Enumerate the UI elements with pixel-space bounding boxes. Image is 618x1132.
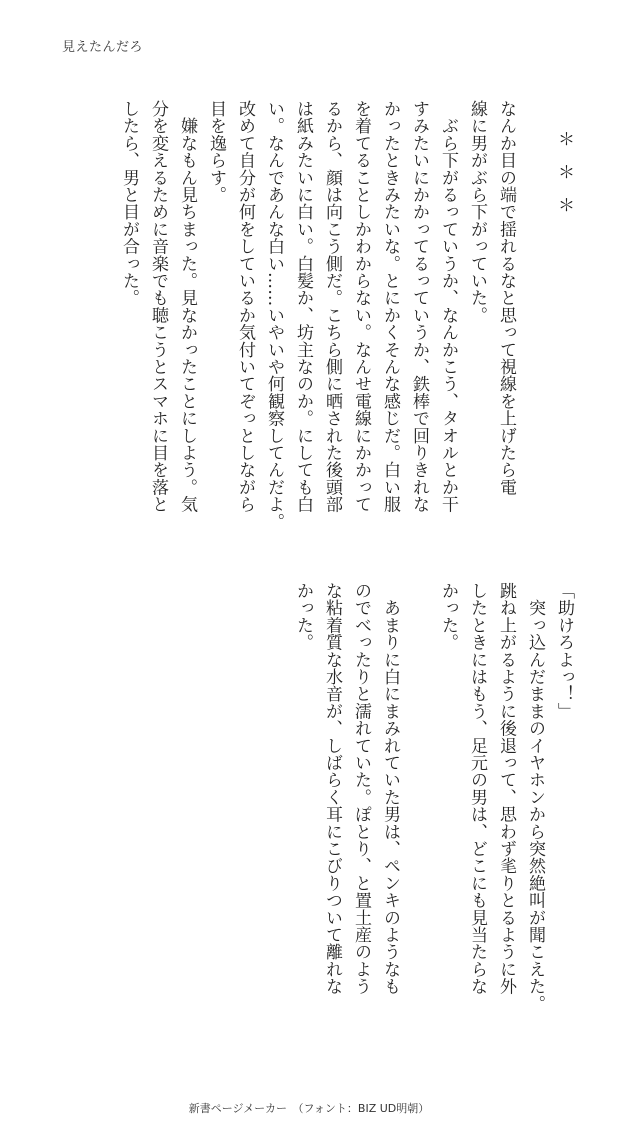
- upper-line: したら、男と目が合った。: [119, 100, 139, 307]
- lower-line: かった。: [438, 582, 458, 651]
- lower-line: 「助けろよっ！」: [554, 582, 574, 720]
- upper-line: るから、顔は向こう側だ。こちら側に晒された後頭部: [322, 100, 342, 513]
- upper-line: は紙みたいに白い。白髪か、坊主なのか。にしても白: [293, 100, 313, 513]
- running-title: 見えたんだろ: [62, 40, 144, 55]
- footer-credit: 新書ページメーカー （フォント：BIZ UD明朝）: [188, 1102, 430, 1115]
- upper-line: い。なんであんな白い……いやいや何観察してんだよ。: [264, 100, 284, 530]
- lower-blank-line: [404, 582, 433, 1012]
- lower-line: かった。: [293, 582, 313, 651]
- upper-line: 目を逸らす。: [206, 100, 226, 204]
- lower-line: あまりに白にまみれていた男は、ペンキのようなも: [380, 582, 400, 995]
- lower-line: 跳ね上がるように後退って、思わず毟りとるように外: [496, 582, 516, 995]
- text-block-upper: [114, 100, 578, 530]
- section-break-asterisks: ＊＊＊: [554, 130, 574, 229]
- upper-line: 改めて自分が何をしているか気付いてぞっとしながら: [235, 100, 255, 513]
- text-block-lower: [288, 582, 578, 1012]
- upper-line: なんか目の端で揺れるなと思って視線を上げたら電: [496, 100, 516, 496]
- lower-line: のでべったりと濡れていた。ぽとり、と置土産のよう: [351, 582, 371, 995]
- upper-line: 分を変えるために音楽でも聴こうとスマホに目を落と: [148, 100, 168, 513]
- upper-line: 嫌なもん見ちまった。見なかったことにしよう。気: [177, 100, 197, 513]
- upper-blank-line: [520, 100, 549, 530]
- lower-line: 突っ込んだままのイヤホンから突然絶叫が聞こえた。: [525, 582, 545, 1012]
- lower-line: な粘着質な水音が、しばらく耳にこびりついて離れな: [322, 582, 342, 995]
- upper-line: 線に男がぶら下がっていた。: [467, 100, 487, 324]
- lower-line: したときにはもう、足元の男は、どこにも見当たらな: [467, 582, 487, 995]
- upper-line: すみたいにかかってるっていうか、鉄棒で回りきれな: [409, 100, 429, 513]
- upper-line: かったときみたいな。とにかくそんな感じだ。白い服: [380, 100, 400, 513]
- upper-line: を着てることしかわからない。なんせ電線にかかって: [351, 100, 371, 513]
- upper-line: ぶら下がるっていうか、なんかこう、タオルとか干: [438, 100, 458, 513]
